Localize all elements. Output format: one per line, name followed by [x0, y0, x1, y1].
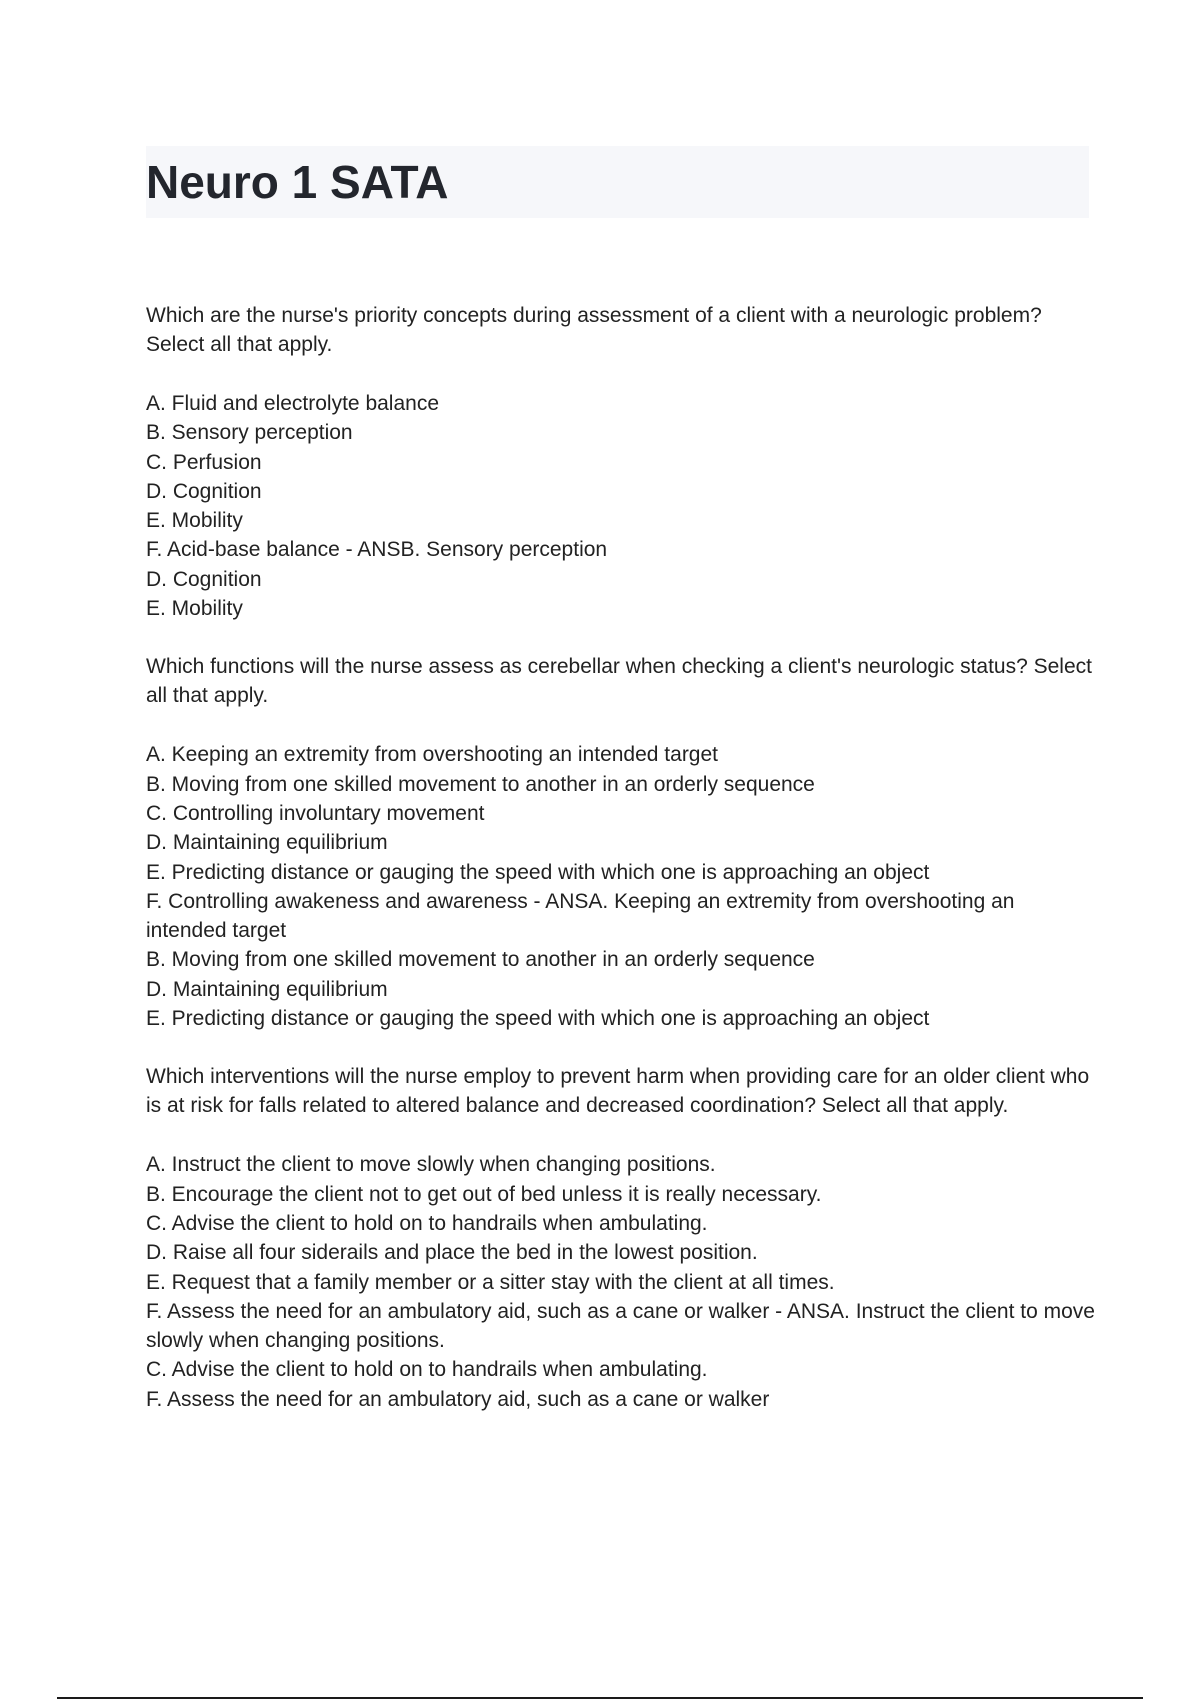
answer-option: C. Perfusion [146, 450, 262, 474]
answer-options [146, 389, 1096, 623]
answer-option: B. Moving from one skilled movement to another in an orderly sequence [146, 948, 815, 972]
question-prompt: Which interventions will the nurse employ to prevent harm when providing care for an older client who is at risk for falls related to altered balance and decreased coordination? Select all that apply. [146, 1065, 1090, 1117]
answer-option: E. Request that a family member or a sitter stay with the client at all times. [146, 1270, 835, 1294]
answer-option: D. Cognition [146, 479, 262, 503]
answer-options [146, 740, 1096, 1033]
answer-option: F. Acid-base balance - ANSB. Sensory perception [146, 538, 608, 562]
page-title: Neuro 1 SATA [146, 156, 449, 208]
answer-option: C. Advise the client to hold on to handrails when ambulating. [146, 1211, 708, 1235]
answer-option: E. Mobility [146, 597, 243, 621]
answer-option: F. Controlling awakeness and awareness - ANSA. Keeping an extremity from overshooting an intended target [146, 889, 1015, 943]
question-block-3 [146, 1063, 1096, 1414]
answer-option: E. Mobility [146, 509, 243, 533]
answer-option: D. Cognition [146, 567, 262, 591]
question-block-2 [146, 653, 1096, 1033]
question-prompt: Which are the nurse's priority concepts during assessment of a client with a neurologic problem? Select all that apply. [146, 304, 1042, 356]
answer-option: B. Sensory perception [146, 421, 353, 445]
answer-option: F. Assess the need for an ambulatory aid, such as a cane or walker [146, 1387, 770, 1411]
answer-option: B. Encourage the client not to get out of bed unless it is really necessary. [146, 1182, 822, 1206]
title-band [146, 146, 1089, 218]
answer-option: C. Controlling involuntary movement [146, 801, 485, 825]
answer-option: D. Raise all four siderails and place the bed in the lowest position. [146, 1241, 758, 1265]
answer-option: E. Predicting distance or gauging the speed with which one is approaching an object [146, 1007, 930, 1031]
answer-option: A. Fluid and electrolyte balance [146, 392, 440, 415]
answer-option: E. Predicting distance or gauging the speed with which one is approaching an object [146, 860, 930, 884]
answer-option: D. Maintaining equilibrium [146, 977, 388, 1001]
question-block-1 [146, 302, 1096, 623]
question-list [146, 302, 1096, 1444]
answer-option: D. Maintaining equilibrium [146, 831, 388, 855]
answer-option: A. Instruct the client to move slowly when changing positions. [146, 1153, 716, 1177]
question-prompt: Which functions will the nurse assess as cerebellar when checking a client's neurologic status? Select all that apply. [146, 655, 1092, 707]
answer-option: F. Assess the need for an ambulatory aid, such as a cane or walker - ANSA. Instruct the client to move slowly when changing positions. [146, 1299, 1095, 1353]
footer-divider [57, 1697, 1143, 1699]
answer-option: C. Advise the client to hold on to handrails when ambulating. [146, 1358, 708, 1382]
answer-option: A. Keeping an extremity from overshooting an intended target [146, 743, 719, 767]
answer-options [146, 1150, 1096, 1414]
answer-option: B. Moving from one skilled movement to another in an orderly sequence [146, 772, 815, 796]
